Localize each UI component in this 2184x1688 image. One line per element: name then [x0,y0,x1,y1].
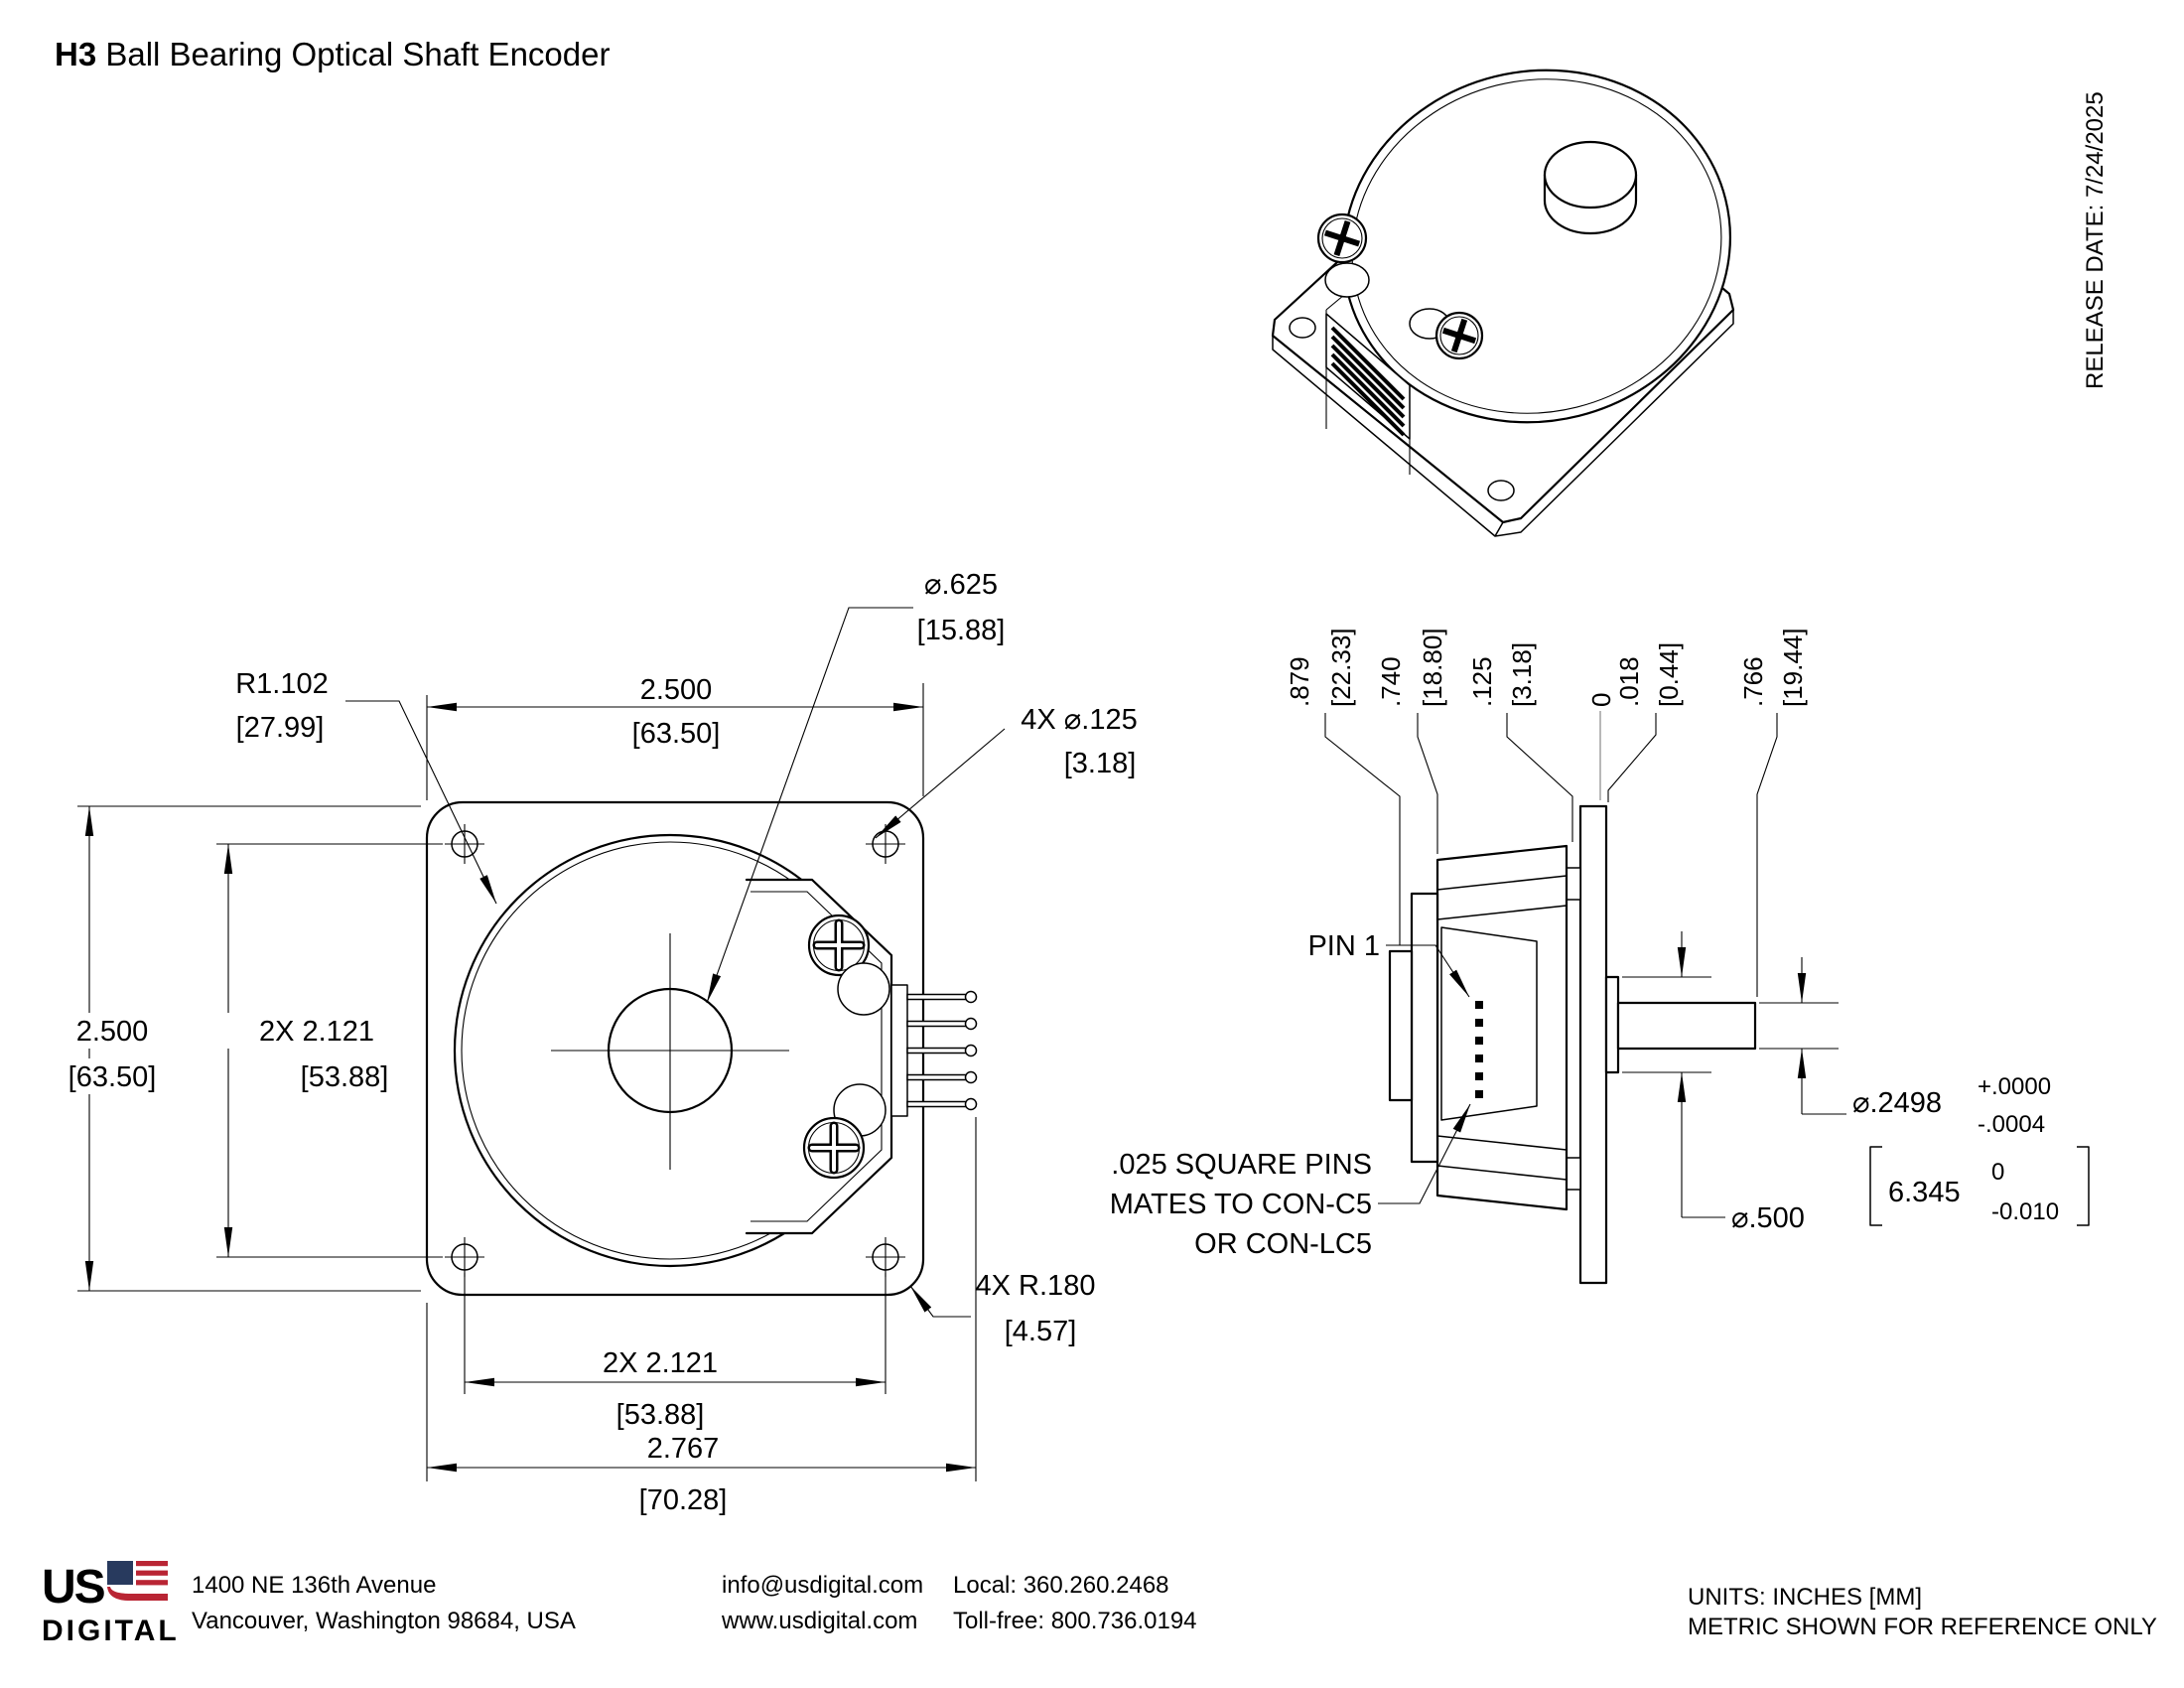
side-plate [1580,806,1606,1283]
shaft-mm-tol-plus: 0 [1991,1159,2005,1186]
front-pins [907,992,977,1110]
shaft-dia: ⌀.2498 [1852,1087,1943,1119]
footer-website: www.usdigital.com [722,1608,918,1634]
dim-front-corner [910,1270,1095,1347]
ext-line [1507,713,1572,842]
dim-label-mm: [53.88] [300,1061,389,1093]
footer-phone-local: Local: 360.260.2468 [953,1572,1169,1599]
footer-units-2: METRIC SHOWN FOR REFERENCE ONLY [1688,1614,2157,1640]
footer-phone-tollfree: Toll-free: 800.736.0194 [953,1608,1197,1634]
dim-label: .740 [1376,656,1406,707]
shaft-tol-minus: -.0004 [1978,1111,2046,1138]
note-line2: MATES TO CON-C5 [1109,1189,1372,1220]
dim-label-mm: [22.33] [1326,628,1356,707]
dim-front-holes-h [465,1273,886,1431]
side-standoff [1567,1158,1580,1190]
title-text: Ball Bearing Optical Shaft Encoder [96,36,611,72]
dim-label: 2.500 [639,674,713,706]
side-hub [1606,977,1618,1072]
shaft-tol-plus: +.0000 [1978,1073,2052,1100]
shaft-mm: 6.345 [1888,1177,1961,1208]
front-view [52,569,1138,1516]
dim-label: ⌀.625 [924,569,998,601]
title-model: H3 [55,36,97,72]
logo-digital: DIGITAL [42,1615,180,1647]
usdigital-logo [42,1561,180,1647]
dim-label: 2.767 [646,1433,720,1465]
ext-line [1418,713,1437,854]
dim-label-mm: [3.18] [1507,641,1537,707]
dim-label-mm: [3.18] [1063,748,1137,779]
flag-icon [107,1561,168,1601]
dim-label-mm: [19.44] [1778,628,1808,707]
ext-line [1325,713,1400,945]
isometric-view [1273,30,1768,536]
shaft-mm-tol-minus: -0.010 [1991,1198,2060,1225]
release-date: RELEASE DATE: 7/24/2025 [2082,91,2109,389]
dim-label: 4X ⌀.125 [1021,704,1138,736]
iso-mount-hole [1488,481,1514,500]
dim-label: 4X R.180 [975,1270,1096,1302]
dim-label: .766 [1738,656,1768,707]
footer-address-1: 1400 NE 136th Avenue [192,1572,437,1599]
dim-label: .125 [1467,656,1497,707]
dim-label-mm: [70.28] [638,1484,728,1516]
dim-shaft [1759,957,2089,1225]
dim-front-mount-holes [876,704,1138,838]
dim-label-mm: [63.50] [631,718,721,750]
pin1-label: PIN 1 [1307,930,1380,962]
footer-address-2: Vancouver, Washington 98684, USA [192,1608,576,1634]
dim-label: ⌀.500 [1731,1202,1805,1234]
dim-label-mm: [53.88] [615,1399,705,1431]
ext-line [1608,713,1656,802]
dim-front-radius [235,668,496,904]
ext-line [1757,713,1777,997]
iso-boss-top [1545,142,1636,208]
front-pin-step [891,985,907,1116]
footer-email: info@usdigital.com [722,1572,924,1599]
dim-label: .879 [1285,656,1314,707]
page-title [55,36,610,72]
dim-front-width [427,674,923,800]
iso-mount-hole [1290,318,1315,338]
dim-label-mm: [15.88] [916,615,1006,646]
side-step [1412,894,1437,1162]
dim-hub [1622,931,1805,1234]
side-view [1110,628,2089,1283]
front-screw-bottom [804,1118,864,1178]
dim-label: .018 [1614,656,1644,707]
dim-label: 2X 2.121 [258,1016,375,1048]
side-shaft [1618,1003,1755,1049]
footer-units-1: UNITS: INCHES [MM] [1688,1584,1923,1611]
dim-front-holes-v [216,844,443,1257]
dim-label: 2.500 [75,1016,149,1048]
dim-label-mm: [4.57] [1004,1316,1077,1347]
side-standoff [1567,868,1580,900]
dim-front-overall [427,1117,976,1516]
front-boss-top [838,963,889,1015]
dim-label-mm: [63.50] [68,1061,157,1093]
side-shroud [1390,951,1412,1100]
note-line1: .025 SQUARE PINS [1111,1149,1372,1181]
datum-zero: 0 [1586,692,1616,707]
dim-label-mm: [0.44] [1654,641,1684,707]
side-body [1437,846,1567,1209]
footer [42,1561,2157,1647]
dim-label-mm: [18.80] [1418,628,1447,707]
dim-label: 2X 2.121 [602,1347,719,1379]
dim-label-mm: [27.99] [235,712,325,744]
dim-label: R1.102 [235,668,329,700]
note-line3: OR CON-LC5 [1194,1228,1372,1260]
logo-us: US [42,1561,104,1614]
